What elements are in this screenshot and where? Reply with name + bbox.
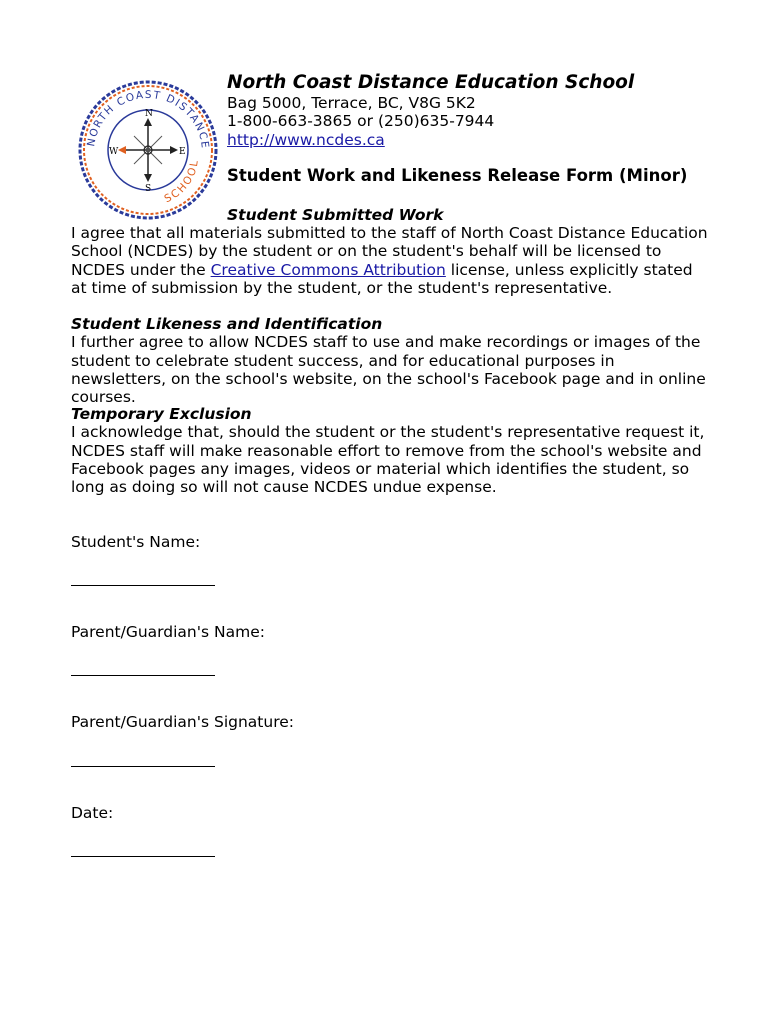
school-name: North Coast Distance Education School (227, 72, 635, 93)
school-address: Bag 5000, Terrace, BC, V8G 5K2 (227, 94, 476, 112)
section-work-text: I agree that all materials submitted to the staff of North Coast Distance Education School (NCDES) by the student or on the student's behalf will be licensed to NCDES under the Creative Commons Attribution license, unless explicitly stated at time of submission by the student, or the student's representative. (71, 224, 708, 297)
section-likeness (71, 315, 711, 406)
svg-text:NORTH COAST DISTANCE EDUCATION: NORTH COAST DISTANCE (85, 88, 212, 151)
creative-commons-link[interactable]: Creative Commons Attribution (210, 260, 446, 279)
letterhead (227, 72, 747, 185)
compass-s: S (145, 184, 152, 194)
section-heading-work: Student Submitted Work (227, 206, 444, 224)
date-line[interactable] (71, 856, 215, 857)
student-name-label: Student's Name: (71, 533, 201, 551)
section-exclusion-text: I acknowledge that, should the student or the student's representative request it, NCDES staff will make reasonable effort to remove from the school's website and Facebook pages any images, videos or material which identifies the student, so long as doing so will not cause NCDES undue expense. (71, 423, 705, 497)
compass-seal-icon (76, 80, 220, 220)
section-exclusion (71, 405, 711, 496)
section-likeness-text: I further agree to allow NCDES staff to use and make recordings or images of the student to celebrate student success, and for educational purposes in newsletters, on the school's website, on the school's Facebook page and in online courses. (71, 333, 706, 407)
compass-n: N (145, 109, 153, 119)
svg-text:SCHOOL: SCHOOL (162, 157, 202, 206)
guardian-signature-label: Parent/Guardian's Signature: (71, 713, 295, 731)
guardian-signature-line[interactable] (71, 766, 215, 767)
guardian-name-label: Parent/Guardian's Name: (71, 623, 265, 641)
form-title: Student Work and Likeness Release Form (Minor) (227, 166, 688, 185)
school-logo (76, 80, 220, 220)
compass-w: W (109, 147, 119, 157)
school-website-link[interactable]: http://www.ncdes.ca (227, 130, 385, 149)
student-name-line[interactable] (71, 585, 215, 586)
section-work (71, 224, 711, 297)
date-label: Date: (71, 804, 114, 822)
guardian-name-line[interactable] (71, 675, 215, 676)
section-heading-exclusion: Temporary Exclusion (71, 405, 252, 423)
school-phone: 1-800-663-3865 or (250)635-7944 (227, 112, 495, 131)
section-heading-likeness: Student Likeness and Identification (71, 315, 383, 333)
compass-e: E (179, 147, 186, 157)
